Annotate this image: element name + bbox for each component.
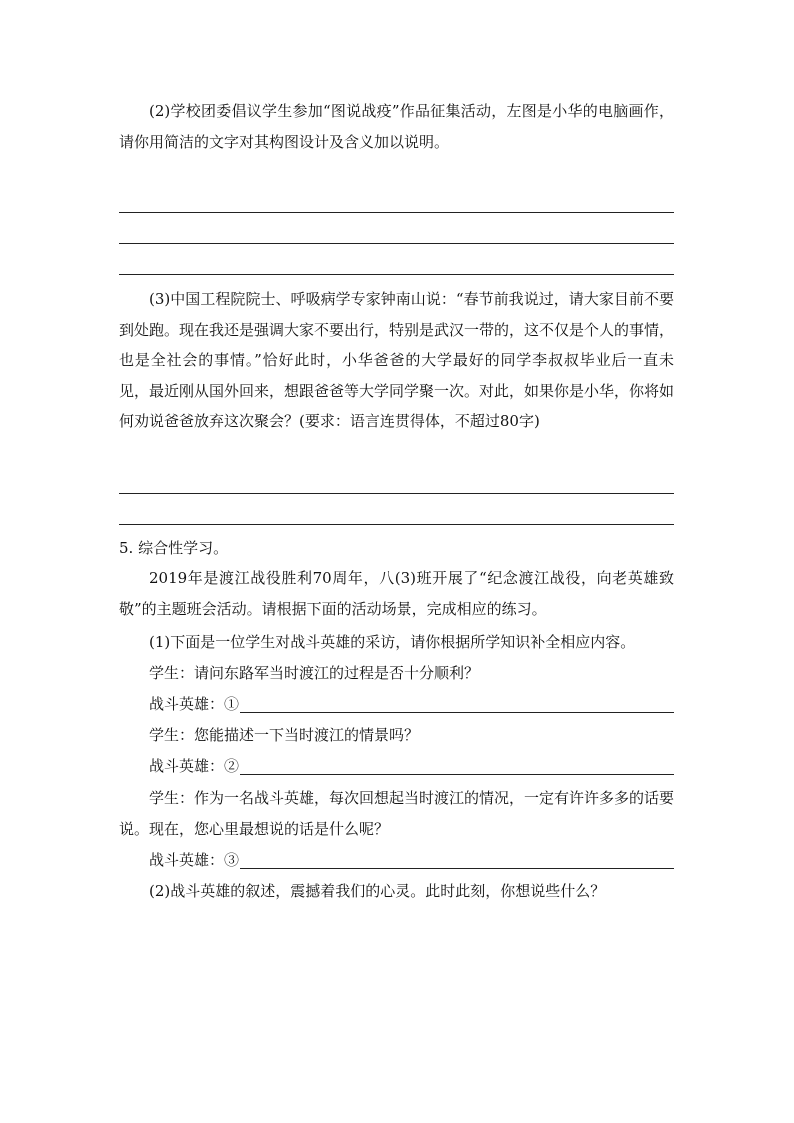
question-5-intro: 2019年是渡江战役胜利70周年，八(3)班开展了“纪念渡江战役，向老英雄致敬”的主题班会活动。请根据下面的活动场景，完成相应的练习。 — [119, 569, 674, 618]
student-question-2: 学生：您能描述一下当时渡江的情景吗？ — [149, 726, 420, 744]
student-question-1: 学生：请问东路军当时渡江的过程是否十分顺利？ — [149, 664, 480, 682]
hero-answer-1-label: 战斗英雄：① — [149, 695, 240, 713]
hero-answer-3-line[interactable] — [240, 847, 674, 869]
question-5-sub1: (1)下面是一位学生对战斗英雄的采访，请你根据所学知识补全相应内容。 — [149, 633, 636, 651]
question-5-sub2: (2)战斗英雄的叙述，震撼着我们的心灵。此时此刻，你想说些什么？ — [149, 882, 606, 900]
question-5-title: 5. 综合性学习。 — [119, 539, 229, 557]
answer-line-q2-1[interactable] — [119, 212, 674, 213]
answer-line-q2-3[interactable] — [119, 274, 674, 275]
hero-answer-1-row — [149, 689, 674, 719]
hero-answer-3-label: 战斗英雄：③ — [149, 851, 240, 869]
hero-answer-2-label: 战斗英雄：② — [149, 757, 240, 775]
answer-line-q3-1[interactable] — [119, 493, 674, 494]
hero-answer-2-line[interactable] — [240, 753, 674, 775]
answer-line-q3-2[interactable] — [119, 524, 674, 525]
hero-answer-1-line[interactable] — [240, 691, 674, 713]
question-3-text: (3)中国工程院院士、呼吸病学专家钟南山说：“春节前我说过，请大家目前不要到处跑。现在我还是强调大家不要出行，特别是武汉一带的，这不仅是个人的事情，也是全社会的事情。”恰好此时，小华爸爸的大学最好的同学李叔叔毕业后一直未见，最近刚从国外回来，想跟爸爸等大学同学聚一次。对此，如果你是小华，你将如何劝说爸爸放弃这次聚会？(要求：语言连贯得体，不超过80字) — [119, 290, 675, 430]
question-2-text: (2)学校团委倡议学生参加“图说战疫”作品征集活动，左图是小华的电脑画作，请你用简洁的文字对其构图设计及含义加以说明。 — [119, 102, 674, 151]
hero-answer-3-row — [149, 845, 674, 875]
student-question-3: 学生：作为一名战斗英雄，每次回想起当时渡江的情况，一定有许许多多的话要说。现在，您心里最想说的话是什么呢？ — [119, 789, 675, 838]
answer-line-q2-2[interactable] — [119, 243, 674, 244]
hero-answer-2-row — [149, 751, 674, 781]
